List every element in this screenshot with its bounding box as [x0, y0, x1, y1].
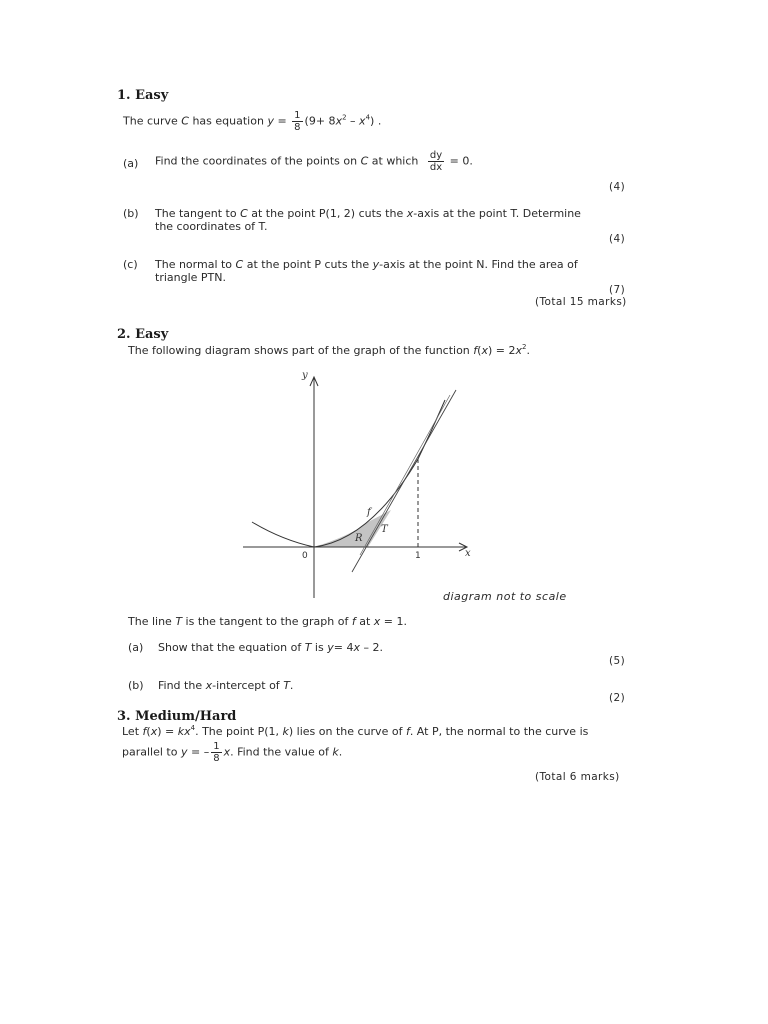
q2-line: [128, 615, 407, 628]
q3-x2: x: [184, 725, 191, 738]
q2a-t: T: [304, 641, 312, 654]
q1c-y: y: [372, 258, 380, 271]
q1c-line1-pre: The normal to: [155, 258, 236, 271]
q2-x: x: [481, 344, 488, 357]
tangent-t-2: [360, 395, 450, 555]
q3-paren: (: [146, 725, 151, 738]
q1-frac-num: 1: [294, 110, 301, 121]
curve-f: [252, 400, 445, 547]
q2a-eq-end: – 2.: [359, 641, 383, 654]
q1-eq-a: (9+ 8: [304, 114, 336, 128]
q1b-line1-pre: The tangent to: [155, 207, 241, 220]
q1a-eq: = 0.: [449, 154, 473, 168]
q2b-marks: (2): [609, 692, 626, 704]
q2-line-mid: is the tangent to the graph of: [182, 615, 352, 628]
q2a-label: (a): [128, 641, 144, 654]
q1a-text-post: at which: [368, 154, 419, 168]
q3-line1-pre: Let: [122, 725, 143, 738]
q2a-text-pre: Show that the equation of: [158, 641, 305, 654]
q1a-marks: (4): [609, 181, 626, 193]
q1b-curve-c: C: [240, 207, 248, 220]
q1-x2: x: [359, 114, 366, 128]
q3-total: (Total 6 marks): [535, 771, 620, 783]
q2-intro-mid: (: [477, 344, 482, 357]
q2-line-t: T: [175, 615, 183, 628]
q2-caption: diagram not to scale: [443, 590, 567, 603]
q1c-marks: (7): [609, 284, 626, 296]
label-x: x: [465, 548, 471, 559]
label-r: R: [355, 533, 363, 544]
label-one: 1: [415, 551, 421, 561]
q2-period: .: [526, 344, 530, 357]
q2-intro-post: ) = 2: [487, 344, 516, 357]
q2b-text-post: -intercept of: [212, 679, 284, 692]
label-f: f: [367, 507, 371, 518]
q1b-x: x: [406, 207, 414, 220]
q3-frac-den: 8: [213, 753, 220, 764]
q1c-label: (c): [123, 258, 138, 271]
q3-sup4: 4: [190, 724, 196, 732]
q1b-marks: (4): [609, 233, 626, 245]
q2b-text-pre: Find the: [158, 679, 206, 692]
q3-frac-num: 1: [213, 741, 220, 752]
q1a-text-pre: Find the coordinates of the points on: [155, 154, 361, 168]
q2-line-post: at: [355, 615, 374, 628]
q1-heading: 1. Easy: [117, 88, 169, 103]
q2a-marks: (5): [609, 655, 626, 667]
q1-y: y =: [267, 114, 291, 128]
q3-f: f: [142, 725, 147, 738]
q3-line1-eq: ) =: [157, 725, 178, 738]
label-origin: 0: [302, 551, 308, 561]
q1a-dy: dy: [429, 150, 443, 161]
q1-sup4: 4: [365, 113, 371, 122]
q3-k: k: [177, 725, 185, 738]
q3-heading: 3. Medium/Hard: [117, 709, 237, 724]
q1-intro-mid: has equation: [188, 114, 268, 128]
q2a-eq: = 4: [333, 641, 354, 654]
q1-frac-den: 8: [294, 122, 301, 133]
q3-f2: f: [405, 725, 410, 738]
q1b-label: (b): [123, 207, 139, 220]
q3-line2-pre: parallel to: [122, 745, 181, 759]
q3-x: x: [150, 725, 158, 738]
q2-heading: 2. Easy: [117, 327, 169, 342]
q3-k3: k: [332, 745, 339, 759]
q2-line-end: = 1.: [380, 615, 407, 628]
q2a-x: x: [353, 641, 360, 654]
q2a-text-mid: is: [311, 641, 328, 654]
region-r: [314, 510, 391, 547]
q3-line2: [122, 741, 342, 764]
q1-x: x: [335, 114, 343, 128]
q3-fraction: [211, 741, 221, 764]
q1a-dx: dx: [429, 162, 443, 173]
q3-line1-post: . The point P(1,: [195, 725, 283, 738]
q1-curve-c: C: [181, 114, 189, 128]
q1b-line1-post: -axis at the point T. Determine: [413, 207, 581, 220]
q1a-label: (a): [123, 157, 139, 170]
label-t: T: [381, 524, 388, 535]
q2-line-pre: The line: [128, 615, 176, 628]
q2b-t: T: [283, 679, 290, 692]
q3-line1: [122, 725, 588, 738]
q3-line2-eq: = –: [190, 745, 210, 759]
q3-y: y: [180, 745, 188, 759]
q1c-line1-post: -axis at the point N. Find the area of: [379, 258, 578, 271]
q1b-line1-mid: at the point P(1, 2) cuts the: [247, 207, 407, 220]
q2-f: f: [473, 344, 478, 357]
q2b-x: x: [205, 679, 213, 692]
q1c-line1-mid: at the point P cuts the: [243, 258, 373, 271]
q1a-curve-c: C: [360, 154, 369, 168]
q1-total: (Total 15 marks): [535, 296, 627, 308]
q2a-text: [158, 641, 383, 654]
q1b-line2: the coordinates of T.: [155, 220, 268, 233]
q1-sup2: 2: [342, 113, 347, 122]
tangent-t: [352, 390, 456, 572]
q3-line2-end: .: [338, 745, 343, 759]
q2-x2: x: [515, 344, 522, 357]
q2b-text: [158, 679, 293, 692]
q1c-line2: triangle PTN.: [155, 271, 226, 284]
label-y: y: [302, 370, 308, 381]
q2-line-f: f: [351, 615, 356, 628]
q2a-y: y: [327, 641, 334, 654]
q2-intro-pre: The following diagram shows part of the graph of the function: [128, 344, 474, 357]
q2-sup2: 2: [521, 343, 527, 351]
q3-x3: x: [223, 745, 231, 759]
q3-line1-post2: ) lies on the curve of: [288, 725, 406, 738]
q1-eq-c: ) .: [370, 114, 382, 128]
q3-k2: k: [282, 725, 289, 738]
q1-intro-pre: The curve: [123, 114, 182, 128]
q3-line1-end: . At P, the normal to the curve is: [409, 725, 589, 738]
q3-line2-post: . Find the value of: [230, 745, 333, 759]
q2-line-x: x: [373, 615, 381, 628]
q2b-end: .: [289, 679, 294, 692]
q2b-label: (b): [128, 679, 144, 692]
q1-eq-b: –: [346, 114, 360, 128]
q1c-curve-c: C: [235, 258, 244, 271]
